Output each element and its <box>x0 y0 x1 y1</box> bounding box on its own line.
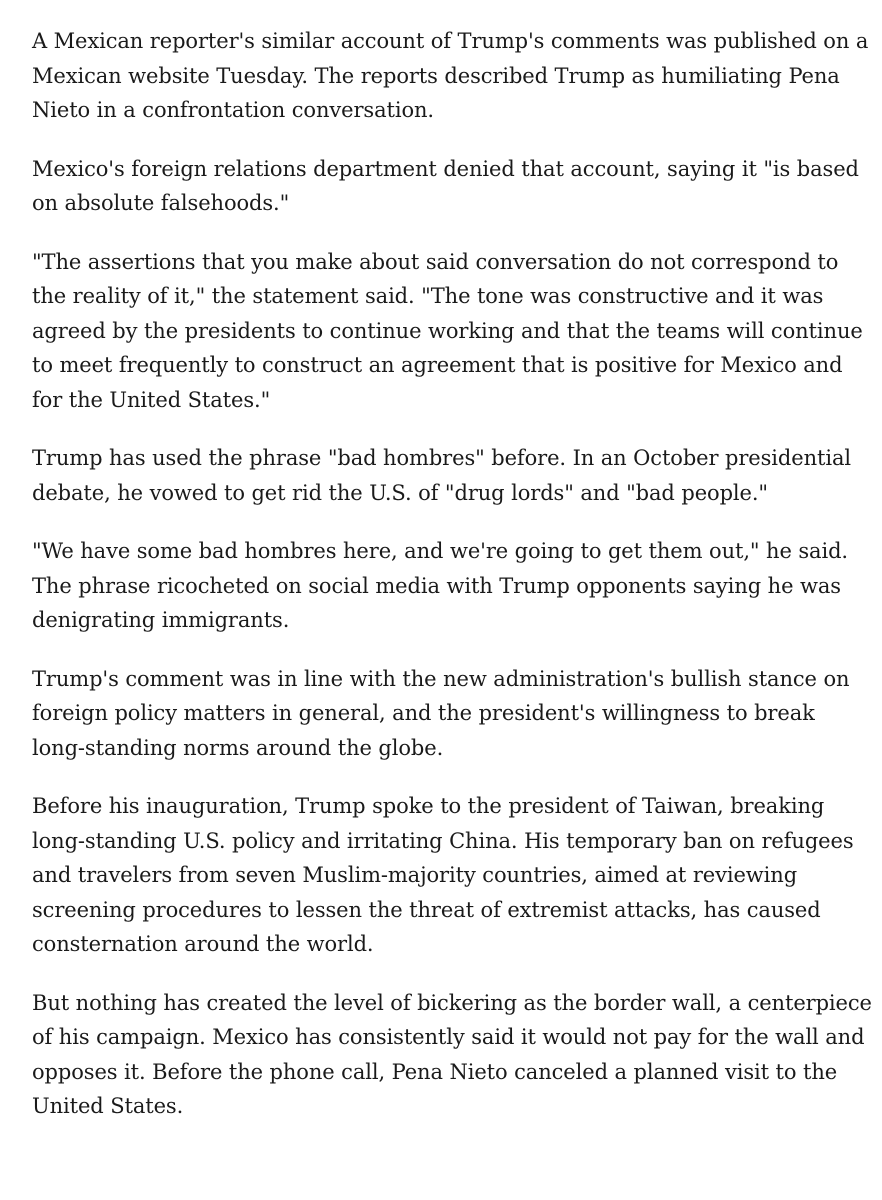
paragraph-8: But nothing has created the level of bickering as the border wall, a centerpiece of his campaign. Mexico has consistently said it would not pay for the wall and opposes it. Before the phone call, Pena Nieto canceled a planned visit to the United States. <box>32 990 872 1118</box>
paragraph-4: Trump has used the phrase "bad hombres" before. In an October presidential debate, he vowed to get rid the U.S. of "drug lords" and "bad people." <box>32 446 852 505</box>
paragraph-7: Before his inauguration, Trump spoke to the president of Taiwan, breaking long-standing U.S. policy and irritating China. His temporary ban on refugees and travelers from seven Muslim-majority countries, aimed at reviewing screening procedures to lessen the threat of extremist attacks, has caused consternation around the world. <box>32 794 854 956</box>
paragraph-2: Mexico's foreign relations department denied that account, saying it "is based on absolute falsehoods." <box>32 156 859 215</box>
article-body <box>32 24 872 1148</box>
paragraph-3: "The assertions that you make about said conversation do not correspond to the reality of it," the statement said. "The tone was constructive and it was agreed by the presidents to continue working and that the teams will continue to meet frequently to construct an agreement that is positive for Mexico and for the United States." <box>32 249 863 412</box>
paragraph-5: "We have some bad hombres here, and we're going to get them out," he said. The phrase ricocheted on social media with Trump opponents saying he was denigrating immigrants. <box>32 539 848 632</box>
paragraph-1: A Mexican reporter's similar account of Trump's comments was published on a Mexican website Tuesday. The reports described Trump as humiliating Pena Nieto in a confrontation conversation. <box>32 29 869 122</box>
paragraph-6: Trump's comment was in line with the new administration's bullish stance on foreign policy matters in general, and the president's willingness to break long-standing norms around the globe. <box>32 666 850 760</box>
